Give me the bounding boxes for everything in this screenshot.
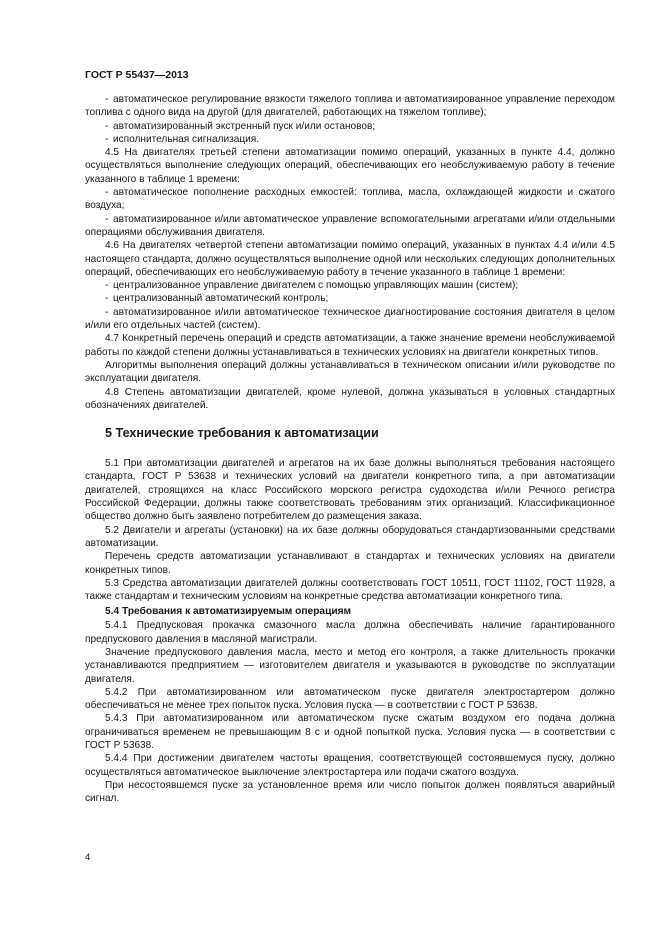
bullet-text: централизованный автоматический контроль;	[113, 293, 329, 305]
bullet-item	[85, 292, 615, 305]
clause-5-4-1: 5.4.1 Предпусковая прокачка смазочного масла должна обеспечивать наличие гарантированного предпускового давления в масляной магистрали.	[85, 620, 615, 645]
bullet-text: автоматическое регулирование вязкости тяжелого топлива и автоматизированное управление переходом топлива с одного вида на другой (для двигателей, работающих на тяжелом топливе);	[85, 94, 615, 119]
dash-marker: -	[105, 187, 109, 199]
clause-4-5: 4.5 На двигателях третьей степени автоматизации помимо операций, указанных в пункте 4.4, должно осуществляться выполнение следующих операций, обеспечивающих его необслуживаемую работу в течение указанного в таблице 1 времени:	[85, 147, 615, 185]
bullet-text: автоматизированное и/или автоматическое управление вспомогательными агрегатами и/или отдельными операциями обслуживания двигателя.	[85, 213, 615, 238]
clause-5-3: 5.3 Средства автоматизации двигателей должны соответствовать ГОСТ 10511, ГОСТ 11102, ГОСТ 11928, а также стандартам и техническим условиям на конкретные средства автоматизации конкретного типа.	[85, 577, 615, 603]
document-body	[85, 93, 615, 806]
document-header: ГОСТ Р 55437—2013	[85, 69, 189, 81]
dash-marker: -	[105, 120, 109, 132]
paragraph: Перечень средств автоматизации устанавливают в стандартах и технических условиях на двигатели конкретных типов.	[85, 551, 615, 576]
dash-marker: -	[105, 306, 109, 318]
dash-marker: -	[105, 94, 109, 105]
dash-marker: -	[105, 133, 109, 145]
clause-5-4-4: 5.4.4 При достижении двигателем частоты вращения, соответствующей состоявшемуся пуску, должно осуществляться автоматическое выключение электростартера или подачи сжатого воздуха.	[85, 753, 615, 778]
clause-4-6: 4.6 На двигателях четвертой степени автоматизации помимо операций, указанных в пунктах 4.4 и/или 4.5 настоящего стандарта, должно осуществляться выполнение одной или нескольких следующих дополнительных операций, обеспечивающих его необслуживаемую работу в течение указанного в таблице 1 времени:	[85, 240, 615, 278]
dash-marker: -	[105, 213, 109, 225]
clause-4-7: 4.7 Конкретный перечень операций и средств автоматизации, а также значение времени необслуживаемой работы по каждой степени должны устанавливаться в технических условиях на двигатели конкретных типов.	[85, 333, 615, 358]
bullet-item	[85, 186, 615, 213]
clause-5-1: 5.1 При автоматизации двигателей и агрегатов на их базе должны выполняться требования настоящего стандарта, ГОСТ Р 53638 и технических условий на двигатели конкретного типа, а при автоматизации двигателей, строящихся на класс Российского морского регистра судоходства и/или Речного регистра Российской Федерации, должны также соответствовать требованиям этих организаций. Классификационное общество должно быть заявлено потребителем до размещения заказа.	[85, 458, 615, 523]
bullet-item	[85, 120, 615, 133]
bullet-text: исполнительная сигнализация.	[113, 133, 260, 145]
dash-marker: -	[105, 280, 109, 292]
clause-5-2: 5.2 Двигатели и агрегаты (установки) на их базе должны оборудоваться стандартизованными средствами автоматизации.	[85, 524, 615, 549]
section-title: 5 Технические требования к автоматизации	[105, 426, 379, 441]
paragraph: Алгоритмы выполнения операций должны устанавливаться в техническом описании и/или руководстве по эксплуатации двигателя.	[85, 359, 615, 385]
bullet-text: автоматическое пополнение расходных емкостей: топлива, масла, охлаждающей жидкости и сжатого воздуха;	[85, 187, 615, 212]
dash-marker: -	[105, 293, 109, 305]
bullet-item	[85, 213, 615, 240]
clause-5-4-2: 5.4.2 При автоматизированном или автоматическом пуске двигателя электростартером должно обеспечиваться не менее трех попыток пуска. Условия пуска — в соответствии с ГОСТ Р 53638.	[85, 686, 615, 712]
paragraph: При несостоявшемся пуске за установленное время или число попыток должен появляться аварийный сигнал.	[85, 779, 615, 805]
page-number: 4	[85, 852, 91, 863]
clause-4-8: 4.8 Степень автоматизации двигателей, кроме нулевой, должна указываться в условных стандартных обозначениях двигателей.	[85, 386, 615, 411]
bullet-text: автоматизированный экстренный пуск и/или остановов;	[113, 120, 376, 132]
bullet-item	[85, 279, 615, 292]
bullet-item	[85, 133, 615, 146]
clause-5-4-3: 5.4.3 При автоматизированном или автоматическом пуске сжатым воздухом его подача должна ограничиваться временем не превышающим 8 с и одной попыткой пуска. Условия пуска — в соответствии с ГОСТ Р 53638.	[85, 713, 615, 752]
bullet-text: централизованное управление двигателем с помощью управляющих машин (систем);	[113, 280, 519, 292]
bullet-item	[85, 306, 615, 333]
paragraph: Значение предпускового давления масла, место и метод его контроля, а также длительность прокачки устанавливаются предприятием — изготовителем двигателя и указываются в руководстве по эксплуатации двигателя.	[85, 646, 615, 685]
bullet-text: автоматизированное и/или автоматическое техническое диагностирование состояния двигателя в целом и/или его отдельных частей (систем).	[85, 306, 615, 332]
bullet-item	[85, 93, 615, 120]
subsection-title: 5.4 Требования к автоматизируемым операциям	[105, 606, 352, 618]
